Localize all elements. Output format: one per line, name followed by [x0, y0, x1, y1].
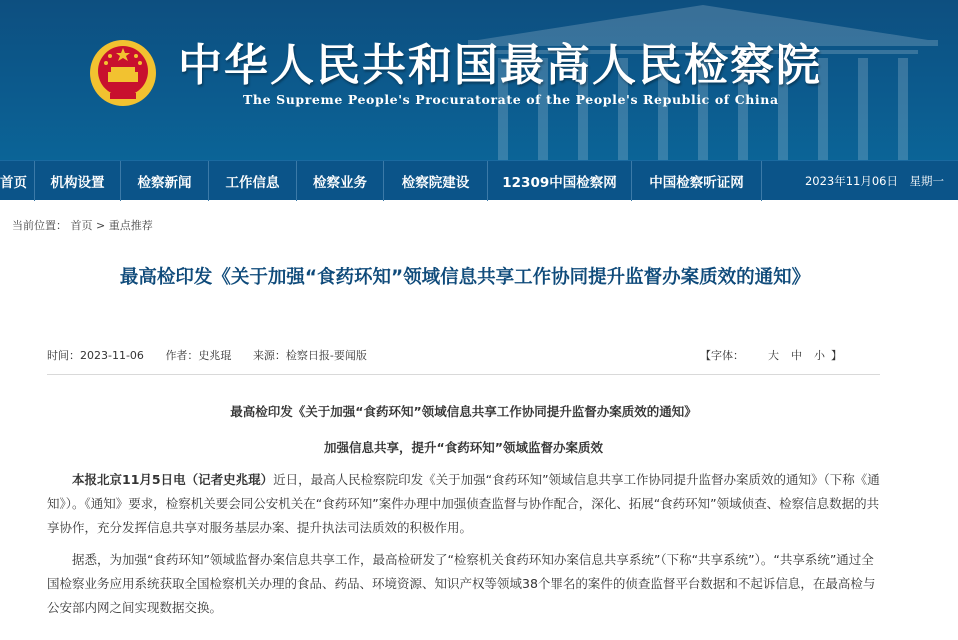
breadcrumb-current-link[interactable]: 重点推荐	[108, 219, 153, 232]
site-title-english: The Supreme People's Procuratorate of the People's Republic of China	[243, 92, 779, 107]
breadcrumb-prefix: 当前位置：	[12, 219, 67, 232]
nav-item-home[interactable]: 首页	[0, 161, 35, 201]
article-paragraph-2: 据悉，为加强“食药环知”领域监督办案信息共享工作，最高检研发了“检察机关食药环知办案信息共享系统”（下称“共享系统”）。“共享系统”通过全国检察业务应用系统获取全国检察机关办理的食品、药品、环境资源、知识产权等领域38个罪名的案件的侦查监督平台数据和不起诉信息，在最高检与公安部内网之间实现数据交换。	[47, 552, 876, 615]
article-author: 作者：史兆琨	[165, 349, 232, 362]
article-subheadline: 加强信息共享，提升“食药环知”领域监督办案质效	[324, 440, 603, 455]
font-size-switcher	[700, 347, 860, 363]
font-size-small-button[interactable]: 小	[814, 349, 825, 362]
main-navigation	[0, 160, 958, 200]
article-dateline: 本报北京11月5日电（记者史兆琨）	[72, 472, 274, 487]
font-size-suffix: 】	[831, 349, 842, 362]
nav-item-procuratorate-construction[interactable]: 检察院建设	[384, 161, 488, 201]
breadcrumb-home-link[interactable]: 首页	[70, 219, 93, 232]
article-source: 来源：检察日报-要闻版	[252, 349, 367, 362]
article-title: 最高检印发《关于加强“食药环知”领域信息共享工作协同提升监督办案质效的通知》	[119, 267, 811, 288]
nav-item-organization[interactable]: 机构设置	[35, 161, 121, 201]
article-headline: 最高检印发《关于加强“食药环知”领域信息共享工作协同提升监督办案质效的通知》	[230, 404, 697, 419]
article-meta	[47, 347, 880, 375]
nav-item-work-info[interactable]: 工作信息	[209, 161, 297, 201]
article-paragraph-1	[47, 468, 880, 540]
current-date: 2023年11月06日 星期一	[804, 173, 944, 188]
nav-item-hearing-network[interactable]: 中国检察听证网	[632, 161, 762, 201]
font-size-large-button[interactable]: 大	[768, 349, 779, 362]
article-time: 时间：2023-11-06	[47, 349, 144, 362]
national-emblem-icon[interactable]	[88, 38, 158, 108]
site-header-banner	[0, 0, 958, 160]
article-paragraph-1-text: 近日，最高人民检察院印发《关于加强“食药环知”领域信息共享工作协同提升监督办案质效的通知》（下称《通知》）。《通知》要求，检察机关要会同公安机关在“食药环知”案件办理中加强侦查监督与协作配合，深化、拓展“食药环知”领域侦查、检察信息数据的共享协作，充分发挥信息共享对服务基层办案、提升执法司法质效的积极作用。	[47, 472, 880, 535]
nav-item-procuratorial-business[interactable]: 检察业务	[297, 161, 384, 201]
nav-item-12309-network[interactable]: 12309中国检察网	[488, 161, 632, 201]
font-size-prefix: 【字体：	[700, 349, 744, 362]
nav-item-procuratorate-news[interactable]: 检察新闻	[121, 161, 209, 201]
font-size-medium-button[interactable]: 中	[791, 349, 802, 362]
breadcrumb	[12, 217, 153, 233]
article-body	[47, 400, 880, 620]
breadcrumb-separator: >	[96, 219, 109, 232]
site-title-chinese[interactable]: 中华人民共和国最高人民检察院	[178, 40, 822, 91]
